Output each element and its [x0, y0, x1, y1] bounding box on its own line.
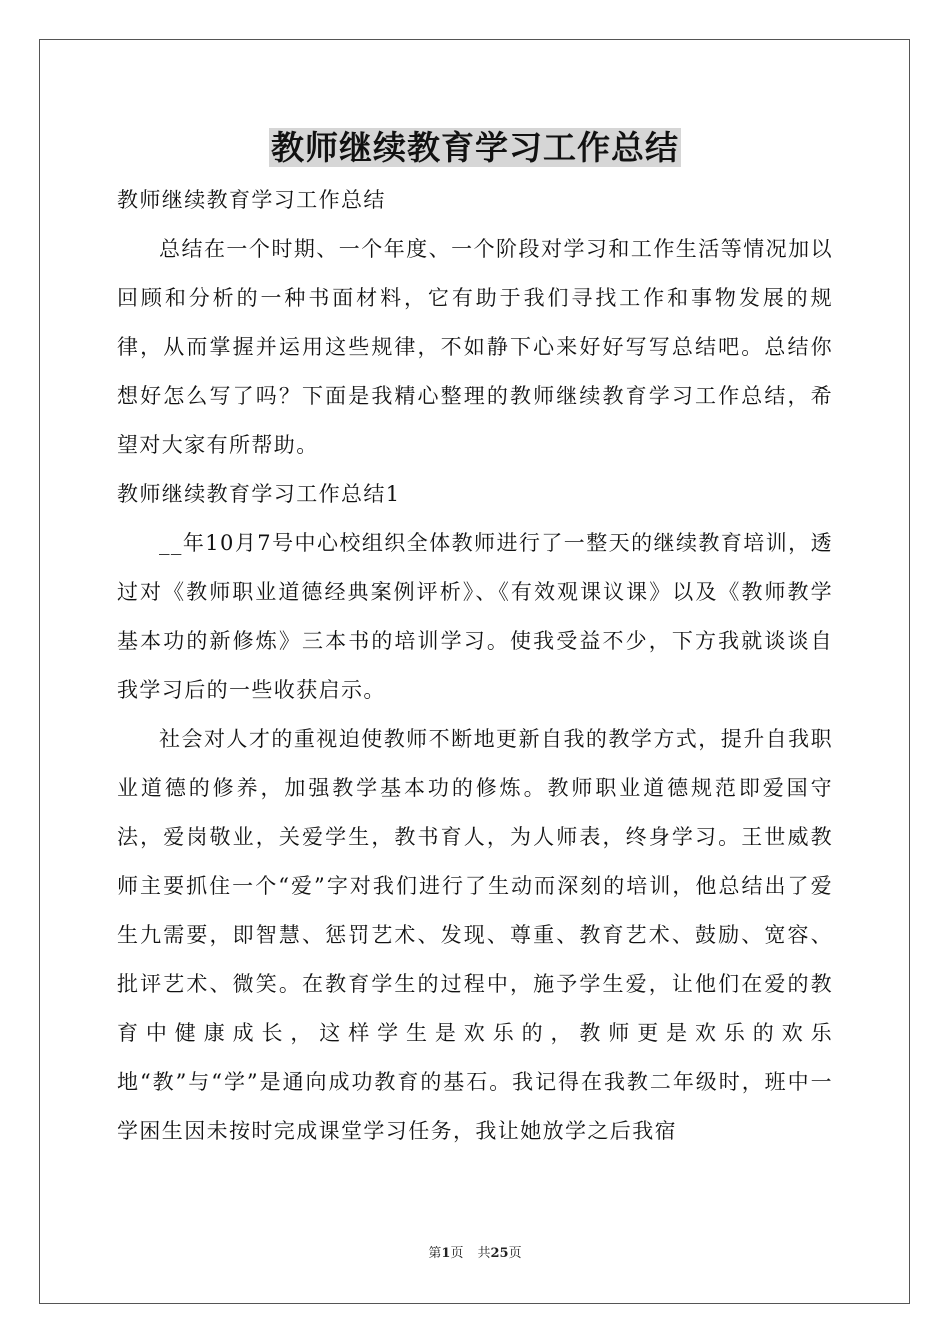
- paragraph-section-heading: 教师继续教育学习工作总结1: [117, 482, 401, 506]
- total-suffix: 页: [508, 1246, 522, 1261]
- page-current: 1: [441, 1246, 451, 1261]
- page-total: 25: [490, 1246, 509, 1261]
- total-prefix: 共: [477, 1246, 491, 1261]
- page-footer: [0, 1244, 950, 1264]
- document-title: [0, 124, 950, 172]
- document-title-text: 教师继续教育学习工作总结: [271, 128, 679, 167]
- document-body: [117, 176, 833, 1156]
- paragraph-ethics: 社会对人才的重视迫使教师不断地更新自我的教学方式，提升自我职业道德的修养，加强教学基本功的修炼。教师职业道德规范即爱国守法，爱岗敬业，关爱学生，教书育人，为人师表，终身学习。王世威教师主要抓住一个“爱”字对我们进行了生动而深刻的培训，他总结出了爱生九需要，即智慧、惩罚艺术、发现、尊重、教育艺术、鼓励、宽容、批评艺术、微笑。在教育学生的过程中，施予学生爱，让他们在爱的教育中健康成长，这样学生是欢乐的，教师更是欢乐的欢乐地“教”与“学”是通向成功教育的基石。我记得在我教二年级时，班中一学困生因未按时完成课堂学习任务，我让她放学之后我宿: [117, 727, 833, 1143]
- page-suffix: 页: [450, 1246, 464, 1261]
- paragraph-intro: 总结在一个时期、一个年度、一个阶段对学习和工作生活等情况加以回顾和分析的一种书面材料，它有助于我们寻找工作和事物发展的规律，从而掌握并运用这些规律，不如静下心来好好写写总结吧。总结你想好怎么写了吗？下面是我精心整理的教师继续教育学习工作总结，希望对大家有所帮助。: [117, 237, 833, 457]
- page-prefix: 第: [428, 1246, 442, 1261]
- paragraph-subtitle: 教师继续教育学习工作总结: [117, 188, 386, 212]
- paragraph-training: __年10月7号中心校组织全体教师进行了一整天的继续教育培训，透过对《教师职业道德经典案例评析》、《有效观课议课》以及《教师教学基本功的新修炼》三本书的培训学习。使我受益不少，下方我就谈谈自我学习后的一些收获启示。: [117, 531, 833, 702]
